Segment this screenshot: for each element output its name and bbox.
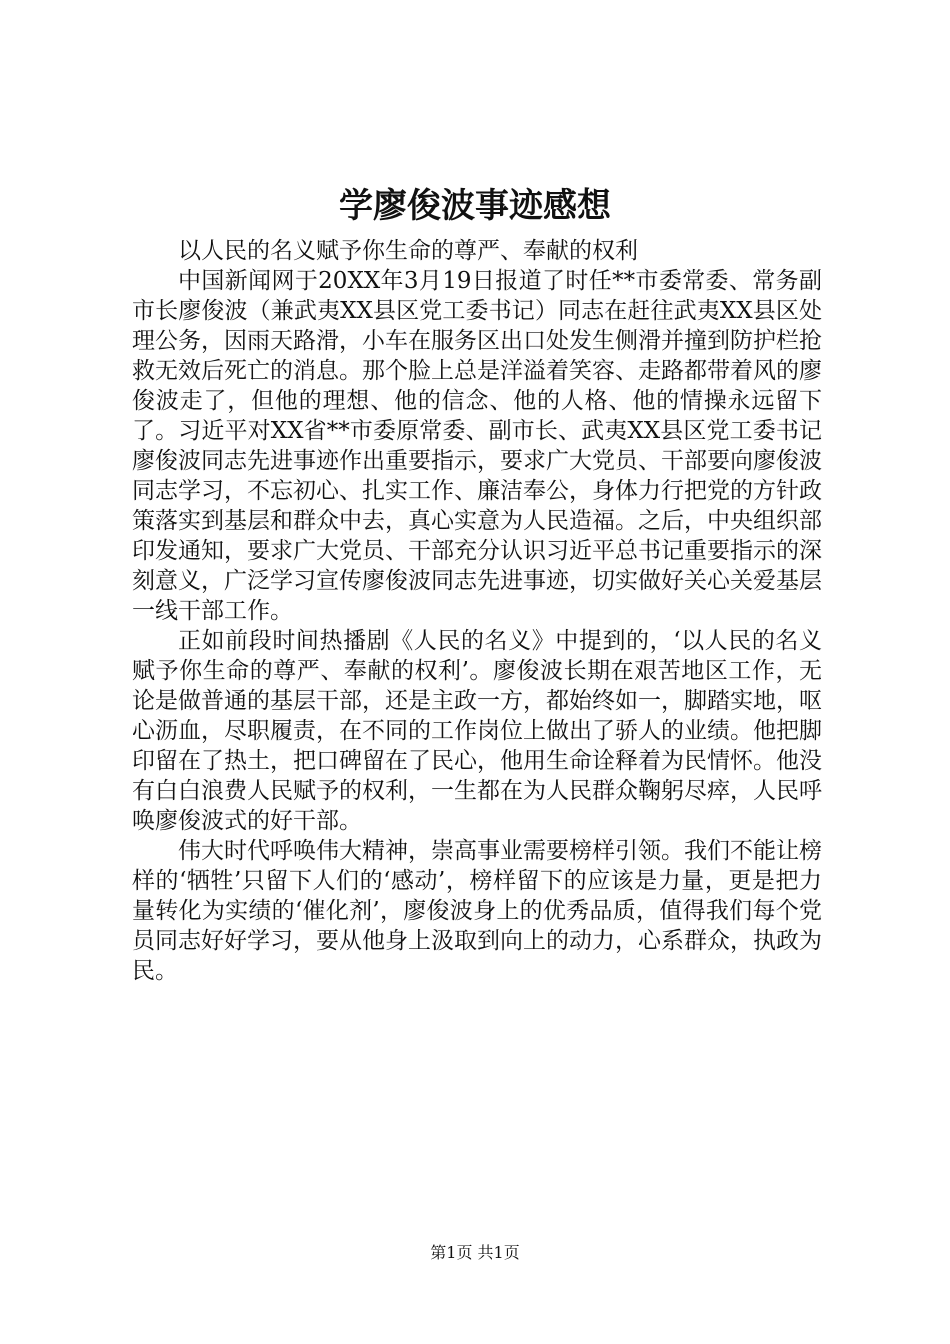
document-body [132, 236, 822, 986]
paragraph-subtitle: 以人民的名义赋予你生命的尊严、奉献的权利 [178, 238, 638, 264]
paragraph-news-report: 中国新闻网于20XX年3月19日报道了时任**市委常委、常务副市长廖俊波（兼武夷XX县区党工委书记）同志在赶往武夷XX县区处理公务，因雨天路滑，小车在服务区出口处发生侧滑并撞到防护栏抢救无效后死亡的消息。那个脸上总是洋溢着笑容、走路都带着风的廖俊波走了，但他的理想、他的信念、他的人格、他的情操永远留下了。习近平对XX省**市委原常委、副市长、武夷XX县区党工委书记廖俊波同志先进事迹作出重要指示，要求广大党员、干部要向廖俊波同志学习，不忘初心、扎实工作、廉洁奉公，身体力行把党的方针政策落实到基层和群众中去，真心实意为人民造福。之后，中央组织部印发通知，要求广大党员、干部充分认识习近平总书记重要指示的深刻意义，广泛学习宣传廖俊波同志先进事迹，切实做好关心关爱基层一线干部工作。 [132, 268, 822, 624]
document-title: 学廖俊波事迹感想 [339, 186, 611, 226]
page-number-footer: 第1页 共1页 [430, 1243, 520, 1262]
paragraph-in-the-name-of-people: 正如前段时间热播剧《人民的名义》中提到的，‘以人民的名义赋予你生命的尊严、奉献的权利’。廖俊波长期在艰苦地区工作，无论是做普通的基层干部，还是主政一方，都始终如一，脚踏实地，呕心沥血，尽职履责，在不同的工作岗位上做出了骄人的业绩。他把脚印留在了热土，把口碑留在了民心，他用生命诠释着为民情怀。他没有白白浪费人民赋予的权利，一生都在为人民群众鞠躬尽瘁，人民呼唤廖俊波式的好干部。 [132, 628, 822, 834]
paragraph-conclusion: 伟大时代呼唤伟大精神，崇高事业需要榜样引领。我们不能让榜样的‘牺牲’只留下人们的‘感动’，榜样留下的应该是力量，更是把力量转化为实绩的‘催化剂’，廖俊波身上的优秀品质，值得我们每个党员同志好好学习，要从他身上汲取到向上的动力，心系群众，执政为民。 [132, 838, 822, 984]
